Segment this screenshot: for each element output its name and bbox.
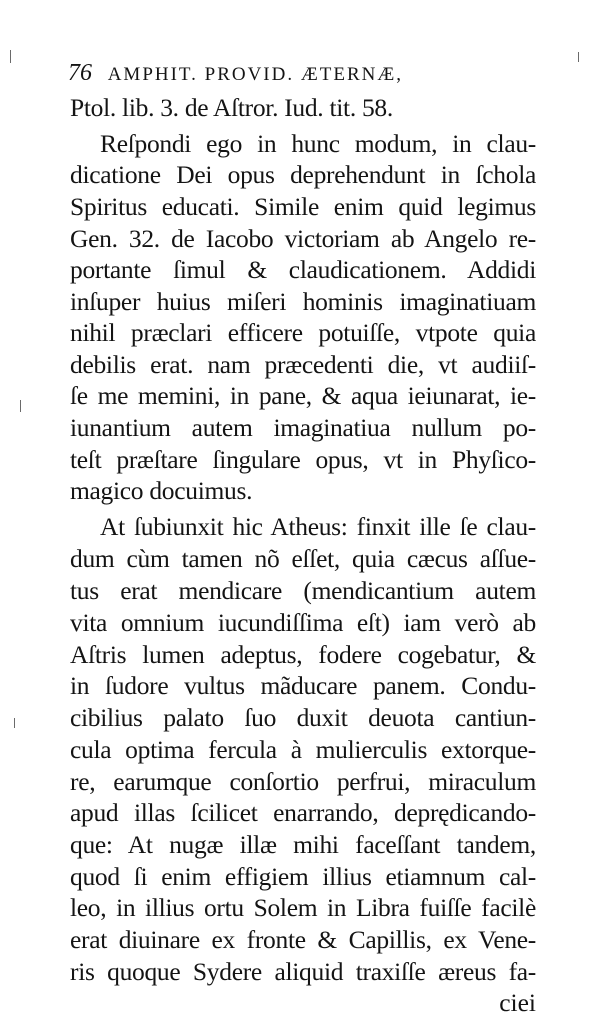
text-line: ſe me memini, in pane, & aqua ieiunarat, ie- <box>70 381 536 410</box>
text-line: teſt præſtare ſingulare opus, vt in Phyſico- <box>70 445 536 474</box>
text-line: At ſubiunxit hic Atheus: finxit ille ſe clau- <box>100 512 536 541</box>
text-line: debilis erat. nam præcedenti die, vt audiiſ- <box>70 350 536 379</box>
running-title: AMPHIT. PROVID. ÆTERNÆ, <box>107 64 404 85</box>
text-line: inſuper huius miſeri hominis imaginatiuam <box>70 287 536 316</box>
text-line: re, earumque conſortio perfrui, miraculum <box>70 767 536 796</box>
text-line: Reſpondi ego in hunc modum, in clau- <box>100 129 536 158</box>
text-line: vita omnium iucundiſſima eſt) iam verò ab <box>70 608 536 637</box>
text-line: dicatione Dei opus deprehendunt in ſchola <box>70 160 536 189</box>
text-line: dum cùm tamen nõ eſſet, quia cæcus aſſue- <box>70 544 536 573</box>
text-line: erat diuinare ex fronte & Capillis, ex Vene- <box>70 925 536 954</box>
text-line: leo, in illius ortu Solem in Libra fuiſſe facilè <box>70 893 536 922</box>
text-line: portante ſimul & claudicationem. Addidi <box>70 255 536 284</box>
margin-speck <box>14 718 15 728</box>
text-line: Spiritus educati. Simile enim quid legimus <box>70 192 536 221</box>
text-line: Gen. 32. de Iacobo victoriam ab Angelo re- <box>70 224 536 253</box>
margin-speck <box>10 50 11 63</box>
text-line: Aſtris lumen adeptus, fodere cogebatur, & <box>70 640 536 669</box>
margin-speck <box>20 400 21 412</box>
page-number: 76 <box>68 60 92 86</box>
text-line: ris quoque Sydere aliquid traxiſſe æreus fa- <box>70 957 536 986</box>
text-line: apud illas ſcilicet enarrando, deprędicando- <box>70 798 536 827</box>
text-line: iunantium autem imaginatiua nullum po- <box>70 413 536 442</box>
text-line: cibilius palato ſuo duxit deuota cantiun- <box>70 703 536 732</box>
text-line: in ſudore vultus mãducare panem. Condu- <box>70 671 536 700</box>
text-line: que: At nugæ illæ mihi faceſſant tandem, <box>70 830 536 859</box>
text-line: magico docuimus. <box>70 476 253 505</box>
text-line: nihil præclari efficere potuiſſe, vtpote quia <box>70 318 536 347</box>
catchword: ciei <box>499 988 536 1017</box>
text-line: cula optima fercula à mulierculis extorque- <box>70 735 536 764</box>
running-header <box>68 60 538 87</box>
text-line: Ptol. lib. 3. de Aſtror. Iud. tit. 58. <box>70 93 393 122</box>
margin-speck <box>578 52 579 62</box>
text-line: tus erat mendicare (mendicantium autem <box>70 576 536 605</box>
text-line: quod ſi enim effigiem illius etiamnum cal- <box>70 862 536 891</box>
